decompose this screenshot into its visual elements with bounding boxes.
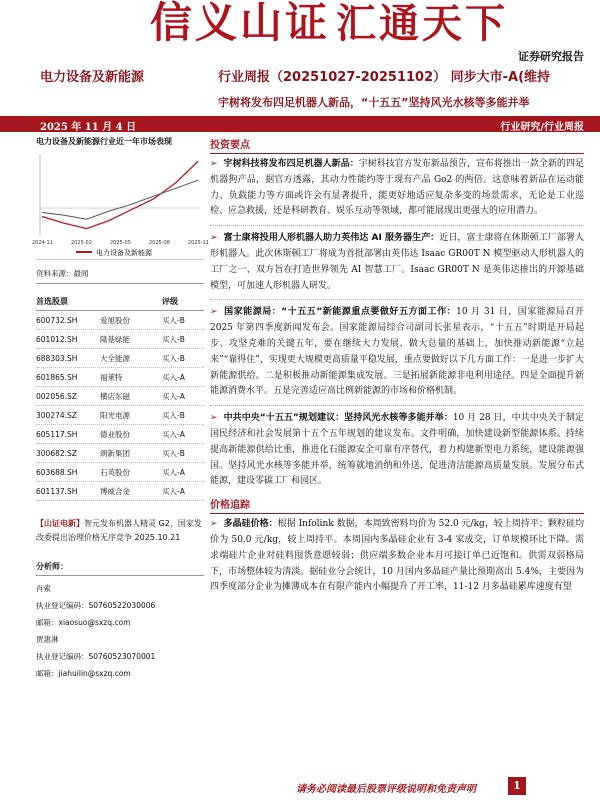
x-tick-label: 2025-02 — [71, 240, 92, 246]
stock-code: 603688.SH — [36, 467, 78, 477]
analyst-header: 分析师： — [36, 561, 204, 576]
stock-code: 300682.SZ — [36, 448, 77, 458]
arrow-icon: ➢ — [210, 233, 218, 244]
chart-svg — [32, 148, 209, 260]
stock-rating: 买入-A — [162, 372, 185, 382]
arrow-icon: ➢ — [210, 413, 218, 424]
series-line-0 — [42, 161, 198, 228]
arrow-icon: ➢ — [210, 159, 218, 169]
stock-row — [36, 349, 204, 368]
stock-name: 博威合金 — [100, 486, 130, 496]
stock-code: 688303.SH — [36, 353, 78, 363]
stock-name: 横店东磁 — [100, 391, 130, 401]
header-rating: 评级 — [162, 297, 178, 306]
point-1 — [210, 157, 584, 220]
slogan-left: 信义山证 — [150, 0, 331, 47]
stock-row — [36, 311, 204, 330]
report-title: 行业周报（20251027-20251102） 同步大市-A(维持 — [218, 70, 551, 85]
footer-disclaimer: 请务必阅读最后股票评级说明和免责声明 — [296, 784, 476, 795]
sector-name: 电力设备及新能源 — [40, 70, 145, 85]
stock-row — [36, 425, 204, 444]
stock-row — [36, 463, 204, 482]
stock-name: 隆基绿能 — [100, 334, 130, 344]
related-report[interactable] — [36, 517, 204, 545]
stock-code: 601012.SH — [36, 334, 78, 344]
point-4-title: 中共中央“十五五”规划建议：坚持风光水核等多能并举： — [223, 413, 453, 424]
x-tick-label: 2025-08 — [149, 240, 170, 246]
chart-source: 资料来源：最闻 — [36, 268, 204, 284]
page-footer — [0, 776, 600, 800]
analyst-line: 邮箱：xiaosuo@sxzq.com — [36, 618, 131, 627]
point-2-title: 富士康将投用人形机器人助力英伟达 AI 服务器生产： — [223, 233, 440, 244]
section-price-tracking: 价格追踪 — [210, 496, 584, 514]
stock-rating: 买入-A — [162, 467, 185, 477]
stock-name: 石英股份 — [100, 467, 130, 477]
stock-row — [36, 406, 204, 425]
point-2 — [210, 225, 584, 294]
stock-rating: 买入-B — [162, 353, 185, 363]
stock-code: 300274.SZ — [36, 410, 77, 420]
analyst-line: 执业登记编码：S0760522030006 — [36, 601, 156, 610]
stock-code: 601865.SH — [36, 372, 78, 382]
analyst-line: 贾惠淋 — [36, 635, 59, 644]
section-investment-points: 投资要点 — [210, 136, 584, 154]
stock-rating: 买入-A — [162, 429, 185, 439]
left-sidebar — [32, 136, 209, 682]
chart-title: 电力设备及新能源行业近一年市场表现 — [36, 137, 172, 146]
stock-row — [36, 368, 204, 387]
header-name — [100, 296, 162, 307]
stock-code: 605117.SH — [36, 429, 78, 439]
report-type: 证券研究报告 — [518, 50, 584, 63]
main-content — [210, 136, 584, 596]
related-tag: 【山证电新】 — [36, 519, 84, 528]
point-1-title: 宇树科技将发布四足机器人新品： — [223, 159, 359, 169]
point-5 — [210, 517, 584, 596]
stock-code: 002056.SZ — [36, 391, 77, 401]
title-bar — [0, 64, 600, 86]
arrow-icon: ➢ — [210, 519, 218, 530]
stock-row — [36, 330, 204, 349]
analyst-info — [36, 580, 204, 682]
stock-row — [36, 387, 204, 406]
report-category: 行业研究/行业周报 — [500, 122, 584, 133]
stock-code: 600732.SH — [36, 315, 78, 325]
stock-rating: 买入-A — [162, 486, 185, 496]
point-2-text: 近日，富士康将在休斯顿工厂部署人形机器人。此次休斯顿工厂将成为首批部署由英伟达 Isaac GR00T N 模型驱动人形机器人的工厂之一，双方旨在打造世界领先 AI 智慧工厂。Isaac GR00T N 是英伟达推出的开源基础模型，可加速人形机器人研发。 — [210, 233, 584, 291]
page-number: 1 — [508, 777, 526, 795]
stock-row — [36, 482, 204, 501]
stock-name: 福莱特 — [100, 372, 123, 382]
report-date: 2025 年 11 月 4 日 — [40, 122, 137, 133]
stock-rating: 买入-B — [162, 448, 185, 458]
stock-name: 爱旭股份 — [100, 315, 130, 325]
point-4 — [210, 405, 584, 490]
stock-name: 德业股份 — [100, 429, 130, 439]
stock-rating: 买入-B — [162, 315, 185, 325]
point-3-text: 10 月 31 日，国家能源局召开 2025 年第四季度新闻发布会。国家能源局综合司副司长张星表示，“十五五”时期是开局起步、攻坚克难的关键五年，要在继续大力发展、做大总量的基础上，加快推动新能源“立起来”“靠得住”，实现更大规模更高质量平稳发展，重点要做好以下几方面工作：一是进一步扩大新能源供给。二是积极推动新能源集成发展。三是拓展新能源非电利用途径。四是全面提升新能源消费水平。五是完善适应高比例新能源的市场和价格机制。 — [210, 307, 584, 397]
point-5-text: 根据 Infolink 数据，本周致密料均价为 52.0 元/kg，较上周持平；颗粒硅均价为 50.0 元/kg，较上周持平。本周国内多晶硅企业有 3-4 家成交，订单规模环比下降。需求端硅片企业对硅料囤货意愿较弱；供应端多数企业本月可接订单已近饱和。供需双弱格局下，市场整体较为清淡。据硅业分会统计，10 月国内多晶硅产量比预期高出 5.4%，主要因为四季度部分企业为摊薄成本在有限产能内小幅提升了开工率，11-12 月多晶硅累库速度有望 — [210, 519, 584, 593]
series-line-1 — [42, 180, 198, 219]
stock-row — [36, 444, 204, 463]
analyst-line: 执业登记编码：S0760523070001 — [36, 652, 156, 661]
analyst-line: 肖索 — [36, 584, 51, 593]
date-bar — [0, 116, 600, 132]
arrow-icon: ➢ — [210, 307, 218, 318]
analyst-line: 邮箱：jiahuilin@sxzq.com — [36, 669, 131, 678]
stock-table — [36, 311, 204, 501]
point-3-title: 国家能源局：“十五五”新能源重点要做好五方面工作： — [223, 307, 457, 318]
point-4-text: 10 月 28 日，中共中央关于制定国民经济和社会发展第十五个五年规划的建议发布。文件明确，加快建设新型能源体系。持续提高新能源供给比重，推进化石能源安全可靠有序替代，着力构建新型电力系统，建设能源强国。坚持风光水核等多能并举，统筹就地消纳和外送，促进清洁能源高质量发展。发展分布式能源，建设零碳工厂和园区。 — [210, 413, 584, 487]
stock-code: 601137.SH — [36, 486, 78, 496]
slogan-right: 汇通天下 — [336, 0, 509, 47]
brand-slogan — [150, 0, 508, 50]
stock-name: 朗新集团 — [100, 448, 130, 458]
stock-name: 阳光电源 — [100, 410, 130, 420]
stock-table-header — [36, 296, 204, 311]
point-5-title: 多晶硅价格： — [223, 519, 278, 530]
point-1-text: 宇树科技官方发布新品预告，宣布将推出一款全新的四足机器狗产品，据官方透露，其动力性能约等于现有产品 Go2 的两倍。这意味着新品在运动能力、负载能力等方面或许会有显著提升，能更好地适应复杂多变的场景需求，无论是工业巡检、应急救援，还是科研教育、娱乐互动等领域，都可能展现出更强大的应用潜力。 — [210, 159, 584, 217]
report-subtitle: 宇树将发布四足机器人新品，“十五五”坚持风光水核等多能并举 — [218, 96, 530, 109]
x-tick-label: 2025-05 — [110, 240, 131, 246]
market-chart — [32, 148, 209, 260]
stock-rating: 买入-B — [162, 334, 185, 344]
header-code: 首选股票 — [36, 297, 68, 306]
stock-rating: 买入-A — [162, 391, 185, 401]
x-tick-label: 2025-11 — [188, 240, 209, 246]
x-tick-label: 2024-11 — [32, 240, 53, 246]
stock-name: 大全能源 — [100, 353, 130, 363]
legend-label: 电力设备及新能源 — [96, 249, 152, 257]
header-banner — [0, 0, 600, 62]
stock-rating: 买入-B — [162, 410, 185, 420]
related-text: 智元发布机器人精灵 G2，国家发改委提出治理价格无序竞争 2025.10.21 — [36, 519, 202, 542]
point-3 — [210, 299, 584, 400]
